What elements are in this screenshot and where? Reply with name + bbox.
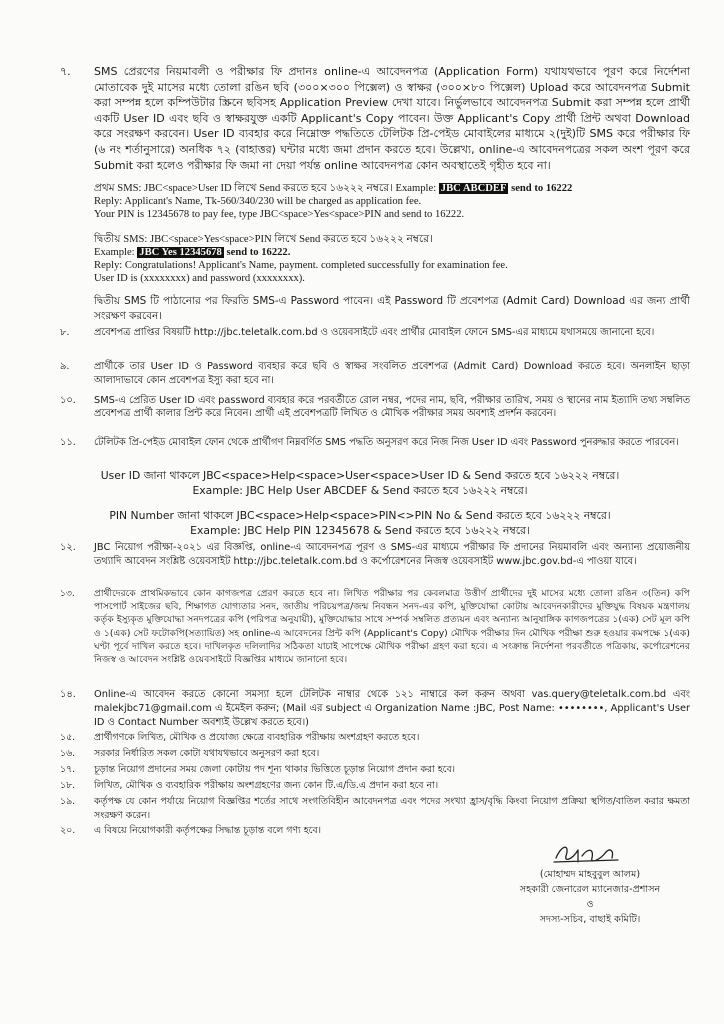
item-text: টেলিটক প্রি-পেইড মোবাইল ফোন থেকে প্রার্থীগণ নিম্নবর্ণিত SMS পদ্ধতি অনুসরণ করে নিজ নিজ User ID এবং Password পুনরুদ্ধার করতে পারবেন। [94, 437, 679, 448]
item-number: ১৯. [60, 796, 76, 807]
item-text: প্রবেশপত্র প্রাপ্তির বিষয়টি http://jbc.teletalk.com.bd ও ওয়েবসাইটে এবং প্রার্থীর মোবাইল ফোনে SMS-এর মাধ্যমে যথাসময়ে জানানো হবে। [94, 327, 655, 338]
item-number: ১৫. [60, 732, 76, 743]
item-text: SMS প্রেরণের নিয়মাবলী ও পরীক্ষার ফি প্রদানঃ online-এ আবেদনপত্র (Application Form) যথাযথভাবে পূরণ করে নির্দেশনা মোতাবেক দুই মাসের মধ্যে তোলা রঙিন ছবি (৩০০×৩০০ পিক্সেল) ও স্বাক্ষর (৩০০×৮০ পিক্সেল) Upload করে আবেদনপত্র Submit করা সম্পন্ন হলে কম্পিউটার স্ক্রিনে ছবিসহ Application Preview দেখা যাবে। নির্ভুলভাবে আবেদনপত্র Submit করা সম্পন্ন হলে প্রার্থী একটি User ID এবং ছবি ও স্বাক্ষরযুক্ত একটি Applicant's Copy পাবেন। উক্ত Applicant's Copy প্রার্থী প্রিন্ট অথবা Download করে সংরক্ষণ করবেন। User ID ব্যবহার করে নিম্নোক্ত পদ্ধতিতে টেলিটক প্রি-পেইড মোবাইলের মাধ্যমে ২(দুই)টি SMS করে পরীক্ষার ফি (৬ নং শর্তানুসারে) অনধিক ৭২ (বাহাত্তর) ঘন্টার মধ্যে জমা প্রদান করতে হবে। উল্লেখ্য, online-এ আবেদনপত্রের সকল অংশ পূরণ করে Submit করা হলেও পরীক্ষার ফি জমা না দেয়া পর্যন্ত online আবেদনপত্র কোন অবস্থাতেই গৃহীত হবে না। [94, 65, 690, 172]
sms1-instruction: প্রথম SMS: JBC<space>User ID লিখে Send করতে হবে ১৬২২২ নম্বরে। Example: [94, 183, 437, 194]
sms2-example-highlight: JBC Yes 12345678 [139, 247, 222, 258]
item-text: চূড়ান্ত নিয়োগ প্রদানের সময় জেলা কোটায় পদ শূন্য থাকার ভিত্তিতে চূড়ান্ত নিয়োগ প্রদান করা হবে। [94, 764, 456, 775]
sms1-example-highlight: JBC ABCDEF [440, 183, 507, 194]
sms-step-1 [94, 182, 694, 221]
instruction-item-11 [60, 436, 690, 466]
recover-pin-example: Example: JBC Help PIN 12345678 & Send করতে হবে ১৬২২২ নম্বরে। [190, 524, 530, 537]
sms-password-note: দ্বিতীয় SMS টি পাঠানোর পর ফিরতি SMS-এ Password পাবেন। এই Password টি প্রবেশপত্র (Admit Card) Download এর জন্য প্রার্থী সংরক্ষণ করবেন। [94, 295, 690, 322]
instruction-item-8 [60, 326, 690, 356]
instruction-item-19 [60, 795, 690, 823]
instruction-item-7 [60, 64, 690, 176]
sms1-pin: Your PIN is 12345678 to pay fee, type JBC<space>Yes<space>PIN and send to 16222. [94, 209, 465, 220]
item-number: ৮. [60, 327, 70, 338]
instruction-item-14 [60, 688, 690, 730]
sms2-userid: User ID is (xxxxxxxx) and password (xxxxxxxx). [94, 273, 305, 284]
sms2-example-label: Example: [94, 247, 135, 258]
instruction-item-20 [60, 824, 690, 838]
signatory-name: (মোহাম্মদ মাহবুবুল আলম) [539, 869, 641, 880]
item-text: প্রার্থীকে তার User ID ও Password ব্যবহার করে ছবি ও স্বাক্ষর সংবলিত প্রবেশপত্র (Admit Card) Download করতে হবে। অনলাইন ছাড়া আলাদাভাবে কোন প্রবেশপত্র ইস্যু করা হবে না। [94, 361, 690, 386]
recover-userid-line: User ID জানা থাকলে JBC<space>Help<space>User<space>User ID & Send করতে হবে ১৬২২২ নম্বরে। [100, 469, 620, 482]
item-number: ৯. [60, 361, 70, 372]
item-number: ১৭. [60, 764, 76, 775]
handwritten-signature [548, 838, 638, 868]
item-number: ১২. [60, 542, 76, 553]
item-text: এ বিষয়ে নিয়োগকারী কর্তৃপক্ষের সিদ্ধান্ত চূড়ান্ত বলে গণ্য হবে। [94, 825, 321, 836]
recover-userid-example: Example: JBC Help User ABCDEF & Send করতে হবে ১৬২২২ নম্বরে। [192, 484, 528, 497]
item-text: লিখিত, মৌখিক ও ব্যবহারিক পরীক্ষায় অংশগ্রহণের জন্য কোন টি.এ/ডি.এ প্রদান করা হবে না। [94, 780, 439, 791]
item-number: ২০. [60, 825, 76, 836]
recover-userid-block [80, 468, 640, 498]
item-text: সরকার নির্ধারিত সকল কোটা যথাযথভাবে অনুসরণ করা হবে। [94, 748, 320, 759]
instruction-item-12 [60, 541, 690, 585]
instruction-item-17 [60, 763, 690, 777]
sms2-reply: Reply: Congratulations! Applicant's Name, payment. completed successfully for examination fee. [94, 260, 508, 271]
instruction-item-13 [60, 587, 690, 689]
sms2-send-to: send to 16222. [226, 247, 291, 258]
item-text: SMS-এ প্রেরিত User ID এবং password ব্যবহার করে পরবর্তীতে রোল নম্বর, পদের নাম, ছবি, পরীক্ষার তারিখ, সময় ও স্থানের নাম ইত্যাদি তথ্য সম্বলিত প্রবেশপত্র প্রার্থী কালার প্রিন্ট করে নিবেন। প্রার্থী এই প্রবেশপত্রটি লিখিত ও মৌখিক পরীক্ষার সময় অবশ্যই প্রদর্শন করবেন। [94, 395, 690, 420]
sms1-send-to: send to 16222 [511, 183, 573, 194]
sms1-reply: Reply: Applicant's Name, Tk-560/340/230 will be charged as application fee. [94, 196, 422, 207]
signature-block [500, 867, 680, 927]
instruction-item-16 [60, 747, 690, 761]
instruction-item-18 [60, 779, 690, 793]
sms-step-2 [94, 233, 694, 285]
instruction-item-10 [60, 394, 690, 434]
sms2-instruction: দ্বিতীয় SMS: JBC<space>Yes<space>PIN লিখে Send করতে হবে ১৬২২২ নম্বরে। [94, 234, 433, 245]
item-number: ১৩. [60, 588, 75, 599]
item-text: প্রার্থীগণকে লিখিত, মৌখিক ও প্রযোজ্য ক্ষেত্রে ব্যবহারিক পরীক্ষায় অংশগ্রহণ করতে হবে। [94, 732, 420, 743]
item-number: ১১. [60, 437, 76, 448]
item-number: ৭. [60, 65, 71, 78]
instruction-item-15 [60, 731, 690, 745]
item-number: ১৪. [60, 689, 76, 700]
recover-pin-line: PIN Number জানা থাকলে JBC<space>Help<space>PIN<>PIN No & Send করতে হবে ১৬২২২ নম্বরে। [109, 509, 611, 522]
instruction-item-9 [60, 360, 690, 390]
item-text: Online-এ আবেদন করতে কোনো সমস্যা হলে টেলিটক নাম্বার থেকে ১২১ নাম্বারে কল করুন অথবা vas.query@teletalk.com.bd এবং malekjbc71@gmail.com এ ইমেইল করুন; (Mail এর subject এ Organization Name :JBC, Post Name: ••••••••, Applicant's User ID ও Contact Number অবশ্যই উল্লেখ করতে হবে।) [94, 689, 690, 728]
item-number: ১৮. [60, 780, 76, 791]
recover-pin-block [80, 508, 640, 538]
item-text: কর্তৃপক্ষ যে কোন পর্যায়ে নিয়োগ বিজ্ঞপ্তির শর্তের সাথে সংগতিবিহীন আবেদনপত্র এবং পদের সংখ্যা হ্রাস/বৃদ্ধি কিংবা নিয়োগ প্রক্রিয়া স্থগিত/বাতিল করার ক্ষমতা সংরক্ষণ করেন। [94, 796, 690, 821]
item-number: ১০. [60, 395, 76, 406]
signatory-designation-1: সহকারী জেনারেল ম্যানেজার-প্রশাসন [519, 884, 661, 895]
item-text: প্রার্থীদেরকে প্রাথমিকভাবে কোন কাগজপত্র প্রেরণ করতে হবে না। লিখিত পরীক্ষার পর কেবলমাত্র উত্তীর্ণ প্রার্থীদের দুই মাসের মধ্যে তোলা রঙিন ৩(তিন) কপি পাসপোর্ট সাইজের ছবি, শিক্ষাগত যোগ্যতার সনদ, জাতীয় পরিচয়পত্র/জন্ম নিবন্ধন সনদ-এর কপি, মুক্তিযোদ্ধা কোটায় আবেদনকারীদের মুক্তিযুদ্ধ বিষয়ক মন্ত্রণালয় কর্তৃক ইস্যুকৃত মুক্তিযোদ্ধা সনদপত্রের কপি (পরিপত্র অনুযায়ী), মুক্তিযোদ্ধার সাথে সম্পর্ক সম্বলিত প্রত্যয়ন এবং অন্যান্য আনুষাঙ্গিক কাগজপত্রের ১(এক) সেট মূল কপি ও ১(এক) সেট ফটোকপি(সত্যায়িত) সহ online-এ আবেদনের প্রিন্ট কপি (Applicant's Copy) মৌখিক পরীক্ষার দিন মৌখিক পরীক্ষা শুরু হওয়ার কমপক্ষে ১(এক) ঘণ্টা পূর্বে দাখিল করতে হবে। দাখিলকৃত দলিলাদির সঠিকতা যাচাই সাপেক্ষে মৌখিক পরীক্ষা গ্রহণ করা হবে। এ সংক্রান্ত নির্দেশনা পরবর্তীতে পত্রিকায়, কর্পোরেশনের নিজস্ব ও আবেদন সংশ্লিষ্ট ওয়েবসাইটে বিজ্ঞপ্তির মাধ্যমে জানানো হবে। [94, 588, 690, 666]
signatory-and: ও [586, 899, 594, 910]
item-text: JBC নিয়োগ পরীক্ষা-২০২১ এর বিজ্ঞপ্তি, online-এ আবেদনপত্র পূরণ ও SMS-এর মাধ্যমে পরীক্ষার ফি প্রদানের নিয়মাবলি এবং অন্যান্য প্রয়োজনীয় তথ্যাদি আবেদন সংশ্লিষ্ট ওয়েবসাইট http://jbc.teletalk.com.bd ও কর্পোরেশনের নিজস্ব ওয়েবসাইট www.jbc.gov.bd-এ পাওয়া যাবে। [94, 542, 690, 567]
item-number: ১৬. [60, 748, 76, 759]
signatory-designation-2: সদস্য-সচিব, বাছাই কমিটি। [539, 914, 641, 925]
